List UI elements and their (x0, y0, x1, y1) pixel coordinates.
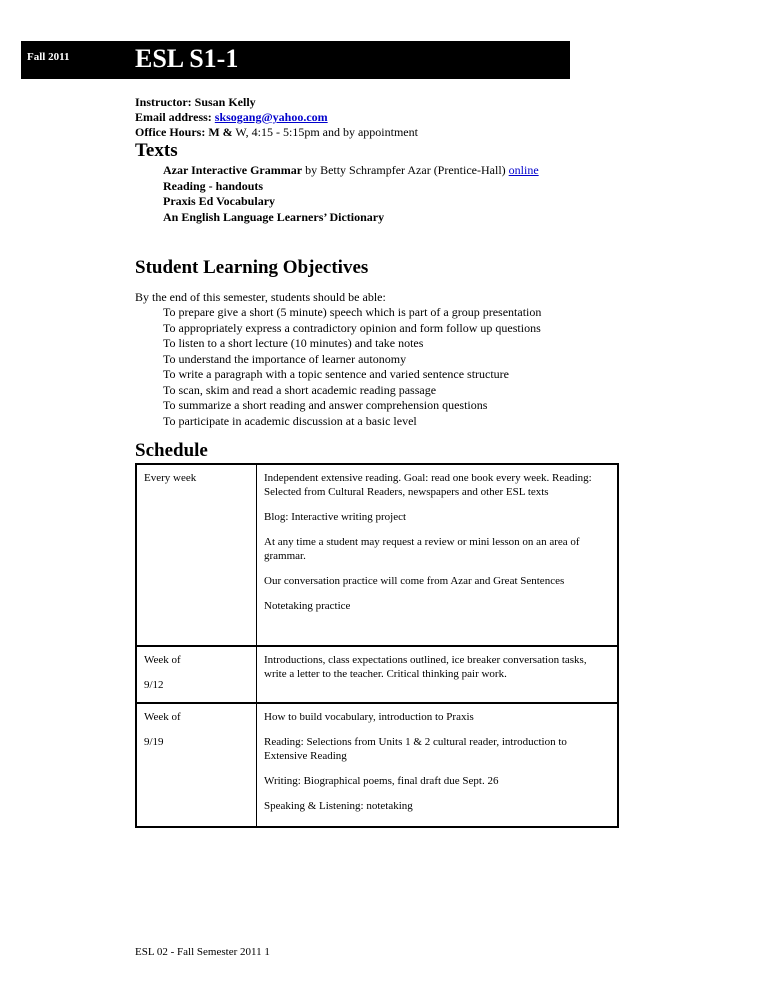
objective-item: To listen to a short lecture (10 minutes) and take notes (163, 336, 424, 350)
objectives-list (163, 305, 541, 429)
table-row (136, 646, 618, 703)
objective-item: To scan, skim and read a short academic reading passage (163, 382, 437, 397)
office-hours: Office Hours: M & W, 4:15 - 5:15pm and by appointment (135, 125, 418, 139)
objectives-intro: By the end of this semester, students should be able: (135, 290, 386, 304)
text-item: Azar Interactive Grammar by Betty Schrampfer Azar (Prentice-Hall) online (163, 163, 539, 177)
text-item: Reading - handouts (163, 178, 264, 193)
table-row (136, 464, 618, 646)
instructor-name: Instructor: Susan Kelly (135, 95, 256, 109)
content-cell: Introductions, class expectations outlined, ice breaker conversation tasks, write a letter to the teacher. Critical thinking pair work. (257, 646, 619, 703)
page-footer: ESL 02 - Fall Semester 2011 1 (135, 946, 270, 958)
week-cell: Week of 9/19 (136, 703, 257, 827)
header-bar (21, 41, 570, 79)
objective-item: To summarize a short reading and answer comprehension questions (163, 398, 488, 412)
content-cell: How to build vocabulary, introduction to Praxis Reading: Selections from Units 1 & 2 cultural reader, introduction to Extensive Reading Writing: Biographical poems, final draft due Sept. 26 Speaking & Listening: notetaking (257, 703, 619, 827)
instructor-info (135, 95, 418, 140)
objective-item: To understand the importance of learner autonomy (163, 351, 407, 366)
instructor-email-line: Email address: sksogang@yahoo.com (135, 110, 328, 124)
email-link[interactable]: sksogang@yahoo.com (214, 110, 328, 124)
objective-item: To participate in academic discussion at a basic level (163, 413, 417, 428)
course-title: ESL S1-1 (135, 44, 239, 73)
week-cell: Week of 9/12 (136, 646, 257, 703)
texts-heading: Texts (135, 140, 178, 161)
objective-item: To appropriately express a contradictory opinion and form follow up questions (163, 320, 541, 335)
objective-item: To write a paragraph with a topic sentence and varied sentence structure (163, 367, 510, 381)
text-item: Praxis Ed Vocabulary (163, 194, 276, 208)
texts-list (163, 163, 539, 225)
objective-item: To prepare give a short (5 minute) speech which is part of a group presentation (163, 305, 542, 319)
table-row (136, 703, 618, 827)
online-link[interactable]: online (508, 163, 539, 177)
text-item: An English Language Learners’ Dictionary (163, 209, 385, 224)
schedule-heading: Schedule (135, 440, 208, 461)
week-cell: Every week (136, 464, 257, 646)
schedule-table (135, 463, 619, 828)
objectives-heading: Student Learning Objectives (135, 257, 369, 278)
content-cell: Independent extensive reading. Goal: read one book every week. Reading: Selected from Cultural Readers, newspapers and other ESL texts Blog: Interactive writing project At any time a student may request a review or mini lesson on an area of grammar. Our conversation practice will come from Azar and Great Sentences Notetaking practice (257, 464, 619, 646)
semester-label: Fall 2011 (27, 51, 70, 63)
